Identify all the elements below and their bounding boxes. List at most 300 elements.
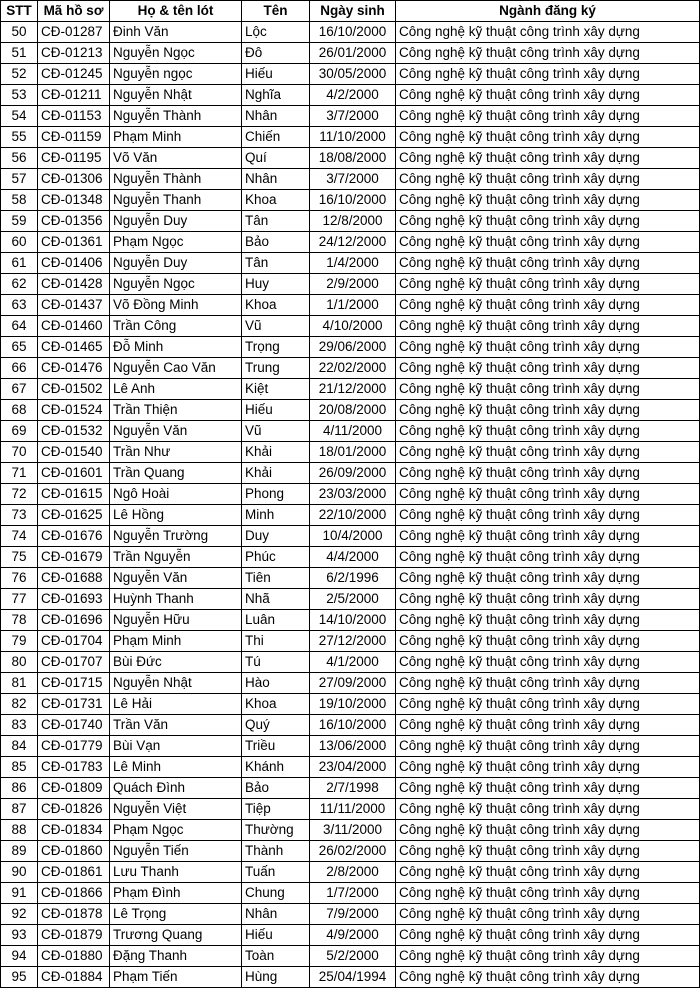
cell-surname: Lê Hồng: [110, 505, 242, 526]
table-row: [1, 652, 700, 673]
cell-given-name: Tân: [242, 211, 310, 232]
table-row: [1, 967, 700, 988]
cell-dob: 3/7/2000: [310, 106, 396, 127]
cell-code: CĐ-01679: [38, 547, 110, 568]
cell-stt: 58: [1, 190, 38, 211]
cell-major: Công nghệ kỹ thuật công trình xây dựng: [396, 64, 700, 85]
cell-given-name: Luân: [242, 610, 310, 631]
cell-major: Công nghệ kỹ thuật công trình xây dựng: [396, 22, 700, 43]
cell-stt: 56: [1, 148, 38, 169]
cell-given-name: Vũ: [242, 421, 310, 442]
cell-surname: Phạm Minh: [110, 631, 242, 652]
cell-dob: 7/9/2000: [310, 904, 396, 925]
table-row: [1, 169, 700, 190]
cell-surname: Nguyễn Nhật: [110, 673, 242, 694]
table-row: [1, 316, 700, 337]
cell-surname: Nguyễn Tiến: [110, 841, 242, 862]
cell-stt: 50: [1, 22, 38, 43]
cell-dob: 13/06/2000: [310, 736, 396, 757]
cell-dob: 18/01/2000: [310, 442, 396, 463]
cell-surname: Trần Quang: [110, 463, 242, 484]
table-row: [1, 715, 700, 736]
cell-dob: 27/09/2000: [310, 673, 396, 694]
cell-surname: Đỗ Minh: [110, 337, 242, 358]
cell-stt: 70: [1, 442, 38, 463]
cell-major: Công nghệ kỹ thuật công trình xây dựng: [396, 652, 700, 673]
cell-given-name: Triều: [242, 736, 310, 757]
cell-code: CĐ-01476: [38, 358, 110, 379]
table-row: [1, 127, 700, 148]
cell-code: CĐ-01884: [38, 967, 110, 988]
table-row: [1, 904, 700, 925]
cell-given-name: Huy: [242, 274, 310, 295]
cell-stt: 87: [1, 799, 38, 820]
cell-surname: Trần Nguyễn: [110, 547, 242, 568]
cell-stt: 64: [1, 316, 38, 337]
table-row: [1, 484, 700, 505]
cell-major: Công nghệ kỹ thuật công trình xây dựng: [396, 568, 700, 589]
cell-major: Công nghệ kỹ thuật công trình xây dựng: [396, 337, 700, 358]
cell-major: Công nghệ kỹ thuật công trình xây dựng: [396, 505, 700, 526]
cell-surname: Võ Văn: [110, 148, 242, 169]
cell-code: CĐ-01688: [38, 568, 110, 589]
cell-given-name: Khoa: [242, 295, 310, 316]
cell-surname: Bùi Đức: [110, 652, 242, 673]
cell-major: Công nghệ kỹ thuật công trình xây dựng: [396, 484, 700, 505]
cell-code: CĐ-01861: [38, 862, 110, 883]
cell-dob: 11/10/2000: [310, 127, 396, 148]
cell-major: Công nghệ kỹ thuật công trình xây dựng: [396, 85, 700, 106]
cell-given-name: Kiệt: [242, 379, 310, 400]
cell-major: Công nghệ kỹ thuật công trình xây dựng: [396, 610, 700, 631]
cell-given-name: Phong: [242, 484, 310, 505]
cell-dob: 11/11/2000: [310, 799, 396, 820]
cell-given-name: Tiệp: [242, 799, 310, 820]
cell-major: Công nghệ kỹ thuật công trình xây dựng: [396, 43, 700, 64]
cell-dob: 29/06/2000: [310, 337, 396, 358]
header-major: Ngành đăng ký: [396, 1, 700, 22]
cell-code: CĐ-01195: [38, 148, 110, 169]
cell-stt: 83: [1, 715, 38, 736]
cell-given-name: Trọng: [242, 337, 310, 358]
cell-code: CĐ-01707: [38, 652, 110, 673]
cell-surname: Phạm Tiến: [110, 967, 242, 988]
cell-given-name: Nhã: [242, 589, 310, 610]
cell-code: CĐ-01696: [38, 610, 110, 631]
cell-major: Công nghệ kỹ thuật công trình xây dựng: [396, 799, 700, 820]
cell-major: Công nghệ kỹ thuật công trình xây dựng: [396, 295, 700, 316]
cell-dob: 4/10/2000: [310, 316, 396, 337]
cell-major: Công nghệ kỹ thuật công trình xây dựng: [396, 253, 700, 274]
cell-dob: 30/05/2000: [310, 64, 396, 85]
cell-stt: 57: [1, 169, 38, 190]
cell-code: CĐ-01615: [38, 484, 110, 505]
cell-code: CĐ-01601: [38, 463, 110, 484]
cell-major: Công nghệ kỹ thuật công trình xây dựng: [396, 463, 700, 484]
cell-stt: 72: [1, 484, 38, 505]
table-row: [1, 883, 700, 904]
table-row: [1, 610, 700, 631]
cell-surname: Nguyễn Thành: [110, 106, 242, 127]
cell-surname: Nguyễn Hữu: [110, 610, 242, 631]
cell-given-name: Tân: [242, 253, 310, 274]
cell-surname: Nguyễn Văn: [110, 568, 242, 589]
cell-surname: Phạm Ngọc: [110, 820, 242, 841]
cell-code: CĐ-01676: [38, 526, 110, 547]
table-row: [1, 442, 700, 463]
cell-major: Công nghệ kỹ thuật công trình xây dựng: [396, 106, 700, 127]
table-row: [1, 295, 700, 316]
cell-dob: 26/09/2000: [310, 463, 396, 484]
table-row: [1, 85, 700, 106]
cell-major: Công nghệ kỹ thuật công trình xây dựng: [396, 316, 700, 337]
cell-stt: 92: [1, 904, 38, 925]
cell-stt: 82: [1, 694, 38, 715]
cell-dob: 16/10/2000: [310, 715, 396, 736]
cell-stt: 68: [1, 400, 38, 421]
cell-stt: 94: [1, 946, 38, 967]
cell-major: Công nghệ kỹ thuật công trình xây dựng: [396, 379, 700, 400]
table-row: [1, 547, 700, 568]
cell-code: CĐ-01866: [38, 883, 110, 904]
cell-major: Công nghệ kỹ thuật công trình xây dựng: [396, 421, 700, 442]
cell-surname: Nguyễn Ngọc: [110, 43, 242, 64]
cell-major: Công nghệ kỹ thuật công trình xây dựng: [396, 694, 700, 715]
cell-stt: 91: [1, 883, 38, 904]
cell-major: Công nghệ kỹ thuật công trình xây dựng: [396, 925, 700, 946]
table-row: [1, 274, 700, 295]
table-row: [1, 190, 700, 211]
cell-major: Công nghệ kỹ thuật công trình xây dựng: [396, 169, 700, 190]
cell-given-name: Đô: [242, 43, 310, 64]
cell-dob: 2/9/2000: [310, 274, 396, 295]
cell-major: Công nghệ kỹ thuật công trình xây dựng: [396, 190, 700, 211]
header-code: Mã hồ sơ: [38, 1, 110, 22]
cell-surname: Phạm Ngọc: [110, 232, 242, 253]
table-row: [1, 421, 700, 442]
cell-dob: 4/11/2000: [310, 421, 396, 442]
cell-given-name: Bảo: [242, 232, 310, 253]
cell-code: CĐ-01826: [38, 799, 110, 820]
header-stt: STT: [1, 1, 38, 22]
cell-given-name: Lộc: [242, 22, 310, 43]
cell-major: Công nghệ kỹ thuật công trình xây dựng: [396, 883, 700, 904]
cell-surname: Ngô Hoài: [110, 484, 242, 505]
cell-dob: 1/4/2000: [310, 253, 396, 274]
cell-stt: 54: [1, 106, 38, 127]
cell-stt: 93: [1, 925, 38, 946]
cell-code: CĐ-01783: [38, 757, 110, 778]
cell-given-name: Minh: [242, 505, 310, 526]
table-row: [1, 526, 700, 547]
cell-surname: Lê Trọng: [110, 904, 242, 925]
cell-stt: 81: [1, 673, 38, 694]
cell-code: CĐ-01625: [38, 505, 110, 526]
cell-major: Công nghệ kỹ thuật công trình xây dựng: [396, 400, 700, 421]
cell-stt: 63: [1, 295, 38, 316]
cell-code: CĐ-01524: [38, 400, 110, 421]
cell-major: Công nghệ kỹ thuật công trình xây dựng: [396, 442, 700, 463]
cell-stt: 77: [1, 589, 38, 610]
cell-stt: 95: [1, 967, 38, 988]
cell-surname: Nguyễn Việt: [110, 799, 242, 820]
cell-stt: 62: [1, 274, 38, 295]
cell-code: CĐ-01715: [38, 673, 110, 694]
table-row: [1, 946, 700, 967]
cell-code: CĐ-01153: [38, 106, 110, 127]
cell-surname: Trần Như: [110, 442, 242, 463]
cell-code: CĐ-01306: [38, 169, 110, 190]
cell-given-name: Duy: [242, 526, 310, 547]
cell-code: CĐ-01245: [38, 64, 110, 85]
cell-stt: 69: [1, 421, 38, 442]
cell-major: Công nghệ kỹ thuật công trình xây dựng: [396, 736, 700, 757]
cell-surname: Trần Công: [110, 316, 242, 337]
table-row: [1, 568, 700, 589]
table-row: [1, 358, 700, 379]
cell-surname: Phạm Minh: [110, 127, 242, 148]
cell-dob: 1/7/2000: [310, 883, 396, 904]
cell-code: CĐ-01361: [38, 232, 110, 253]
cell-stt: 88: [1, 820, 38, 841]
cell-code: CĐ-01532: [38, 421, 110, 442]
table-body: [1, 22, 700, 988]
cell-stt: 80: [1, 652, 38, 673]
cell-given-name: Khoa: [242, 694, 310, 715]
cell-stt: 66: [1, 358, 38, 379]
cell-stt: 65: [1, 337, 38, 358]
cell-dob: 4/9/2000: [310, 925, 396, 946]
header-surname: Họ & tên lót: [110, 1, 242, 22]
cell-dob: 2/7/1998: [310, 778, 396, 799]
cell-major: Công nghệ kỹ thuật công trình xây dựng: [396, 967, 700, 988]
cell-major: Công nghệ kỹ thuật công trình xây dựng: [396, 820, 700, 841]
cell-dob: 4/2/2000: [310, 85, 396, 106]
cell-code: CĐ-01540: [38, 442, 110, 463]
cell-surname: Nguyễn Nhật: [110, 85, 242, 106]
cell-dob: 22/10/2000: [310, 505, 396, 526]
cell-code: CĐ-01159: [38, 127, 110, 148]
cell-given-name: Khải: [242, 463, 310, 484]
cell-stt: 79: [1, 631, 38, 652]
table-row: [1, 757, 700, 778]
cell-stt: 53: [1, 85, 38, 106]
cell-given-name: Thành: [242, 841, 310, 862]
cell-surname: Nguyễn Thanh: [110, 190, 242, 211]
cell-surname: Võ Đồng Minh: [110, 295, 242, 316]
cell-major: Công nghệ kỹ thuật công trình xây dựng: [396, 127, 700, 148]
cell-dob: 24/12/2000: [310, 232, 396, 253]
cell-code: CĐ-01693: [38, 589, 110, 610]
cell-surname: Lê Minh: [110, 757, 242, 778]
table-row: [1, 211, 700, 232]
cell-surname: Nguyễn Ngọc: [110, 274, 242, 295]
cell-stt: 55: [1, 127, 38, 148]
cell-code: CĐ-01502: [38, 379, 110, 400]
cell-given-name: Khải: [242, 442, 310, 463]
cell-given-name: Chiến: [242, 127, 310, 148]
cell-code: CĐ-01437: [38, 295, 110, 316]
header-given-name: Tên: [242, 1, 310, 22]
cell-stt: 51: [1, 43, 38, 64]
cell-stt: 89: [1, 841, 38, 862]
cell-dob: 25/04/1994: [310, 967, 396, 988]
table-row: [1, 379, 700, 400]
cell-given-name: Trung: [242, 358, 310, 379]
cell-dob: 26/01/2000: [310, 43, 396, 64]
cell-given-name: Nhân: [242, 106, 310, 127]
cell-given-name: Hiếu: [242, 400, 310, 421]
cell-dob: 22/02/2000: [310, 358, 396, 379]
cell-given-name: Thường: [242, 820, 310, 841]
cell-code: CĐ-01287: [38, 22, 110, 43]
table-row: [1, 505, 700, 526]
cell-code: CĐ-01465: [38, 337, 110, 358]
cell-surname: Trần Thiện: [110, 400, 242, 421]
cell-surname: Nguyễn ngọc: [110, 64, 242, 85]
cell-code: CĐ-01880: [38, 946, 110, 967]
cell-major: Công nghệ kỹ thuật công trình xây dựng: [396, 757, 700, 778]
cell-surname: Bùi Vạn: [110, 736, 242, 757]
cell-major: Công nghệ kỹ thuật công trình xây dựng: [396, 526, 700, 547]
cell-code: CĐ-01731: [38, 694, 110, 715]
cell-major: Công nghệ kỹ thuật công trình xây dựng: [396, 211, 700, 232]
cell-major: Công nghệ kỹ thuật công trình xây dựng: [396, 148, 700, 169]
table-row: [1, 463, 700, 484]
cell-code: CĐ-01834: [38, 820, 110, 841]
cell-major: Công nghệ kỹ thuật công trình xây dựng: [396, 358, 700, 379]
cell-given-name: Bảo: [242, 778, 310, 799]
cell-surname: Nguyễn Duy: [110, 211, 242, 232]
cell-major: Công nghệ kỹ thuật công trình xây dựng: [396, 778, 700, 799]
table-row: [1, 22, 700, 43]
cell-given-name: Quý: [242, 715, 310, 736]
cell-given-name: Hào: [242, 673, 310, 694]
cell-given-name: Chung: [242, 883, 310, 904]
cell-code: CĐ-01878: [38, 904, 110, 925]
cell-code: CĐ-01213: [38, 43, 110, 64]
cell-stt: 76: [1, 568, 38, 589]
cell-surname: Phạm Đình: [110, 883, 242, 904]
table-row: [1, 925, 700, 946]
table-row: [1, 631, 700, 652]
cell-dob: 14/10/2000: [310, 610, 396, 631]
header-row: [1, 1, 700, 22]
cell-major: Công nghệ kỹ thuật công trình xây dựng: [396, 946, 700, 967]
cell-code: CĐ-01460: [38, 316, 110, 337]
cell-surname: Quách Đình: [110, 778, 242, 799]
cell-major: Công nghệ kỹ thuật công trình xây dựng: [396, 841, 700, 862]
cell-stt: 90: [1, 862, 38, 883]
cell-surname: Lê Anh: [110, 379, 242, 400]
cell-surname: Nguyễn Duy: [110, 253, 242, 274]
cell-code: CĐ-01860: [38, 841, 110, 862]
cell-surname: Đinh Văn: [110, 22, 242, 43]
cell-given-name: Toàn: [242, 946, 310, 967]
cell-given-name: Tú: [242, 652, 310, 673]
cell-dob: 5/2/2000: [310, 946, 396, 967]
table-row: [1, 673, 700, 694]
cell-given-name: Tuấn: [242, 862, 310, 883]
cell-stt: 85: [1, 757, 38, 778]
cell-code: CĐ-01879: [38, 925, 110, 946]
cell-given-name: Khoa: [242, 190, 310, 211]
cell-given-name: Hiếu: [242, 925, 310, 946]
table-row: [1, 148, 700, 169]
cell-stt: 75: [1, 547, 38, 568]
cell-major: Công nghệ kỹ thuật công trình xây dựng: [396, 673, 700, 694]
table-row: [1, 799, 700, 820]
cell-surname: Đặng Thanh: [110, 946, 242, 967]
cell-dob: 1/1/2000: [310, 295, 396, 316]
cell-major: Công nghệ kỹ thuật công trình xây dựng: [396, 547, 700, 568]
cell-dob: 4/1/2000: [310, 652, 396, 673]
cell-surname: Nguyễn Cao Văn: [110, 358, 242, 379]
table-row: [1, 820, 700, 841]
cell-code: CĐ-01779: [38, 736, 110, 757]
cell-dob: 20/08/2000: [310, 400, 396, 421]
cell-code: CĐ-01211: [38, 85, 110, 106]
cell-code: CĐ-01356: [38, 211, 110, 232]
cell-dob: 23/04/2000: [310, 757, 396, 778]
cell-surname: Trần Văn: [110, 715, 242, 736]
cell-stt: 84: [1, 736, 38, 757]
cell-given-name: Tiên: [242, 568, 310, 589]
cell-dob: 27/12/2000: [310, 631, 396, 652]
cell-given-name: Thi: [242, 631, 310, 652]
cell-stt: 74: [1, 526, 38, 547]
cell-stt: 61: [1, 253, 38, 274]
cell-dob: 21/12/2000: [310, 379, 396, 400]
cell-stt: 86: [1, 778, 38, 799]
cell-dob: 4/4/2000: [310, 547, 396, 568]
cell-code: CĐ-01406: [38, 253, 110, 274]
cell-surname: Nguyễn Trường: [110, 526, 242, 547]
cell-dob: 16/10/2000: [310, 190, 396, 211]
cell-stt: 60: [1, 232, 38, 253]
cell-dob: 2/8/2000: [310, 862, 396, 883]
cell-given-name: Quí: [242, 148, 310, 169]
cell-major: Công nghệ kỹ thuật công trình xây dựng: [396, 862, 700, 883]
cell-code: CĐ-01428: [38, 274, 110, 295]
cell-surname: Trương Quang: [110, 925, 242, 946]
cell-surname: Lưu Thanh: [110, 862, 242, 883]
cell-given-name: Phúc: [242, 547, 310, 568]
cell-given-name: Nhân: [242, 169, 310, 190]
cell-dob: 16/10/2000: [310, 22, 396, 43]
cell-dob: 12/8/2000: [310, 211, 396, 232]
cell-dob: 18/08/2000: [310, 148, 396, 169]
table-row: [1, 778, 700, 799]
table-row: [1, 232, 700, 253]
header-dob: Ngày sinh: [310, 1, 396, 22]
cell-dob: 19/10/2000: [310, 694, 396, 715]
cell-surname: Huỳnh Thanh: [110, 589, 242, 610]
table-row: [1, 589, 700, 610]
cell-dob: 3/7/2000: [310, 169, 396, 190]
table-row: [1, 400, 700, 421]
table-row: [1, 106, 700, 127]
cell-surname: Nguyễn Văn: [110, 421, 242, 442]
cell-dob: 6/2/1996: [310, 568, 396, 589]
cell-stt: 52: [1, 64, 38, 85]
cell-code: CĐ-01704: [38, 631, 110, 652]
cell-major: Công nghệ kỹ thuật công trình xây dựng: [396, 232, 700, 253]
cell-dob: 2/5/2000: [310, 589, 396, 610]
cell-major: Công nghệ kỹ thuật công trình xây dựng: [396, 904, 700, 925]
cell-given-name: Hùng: [242, 967, 310, 988]
table-row: [1, 253, 700, 274]
